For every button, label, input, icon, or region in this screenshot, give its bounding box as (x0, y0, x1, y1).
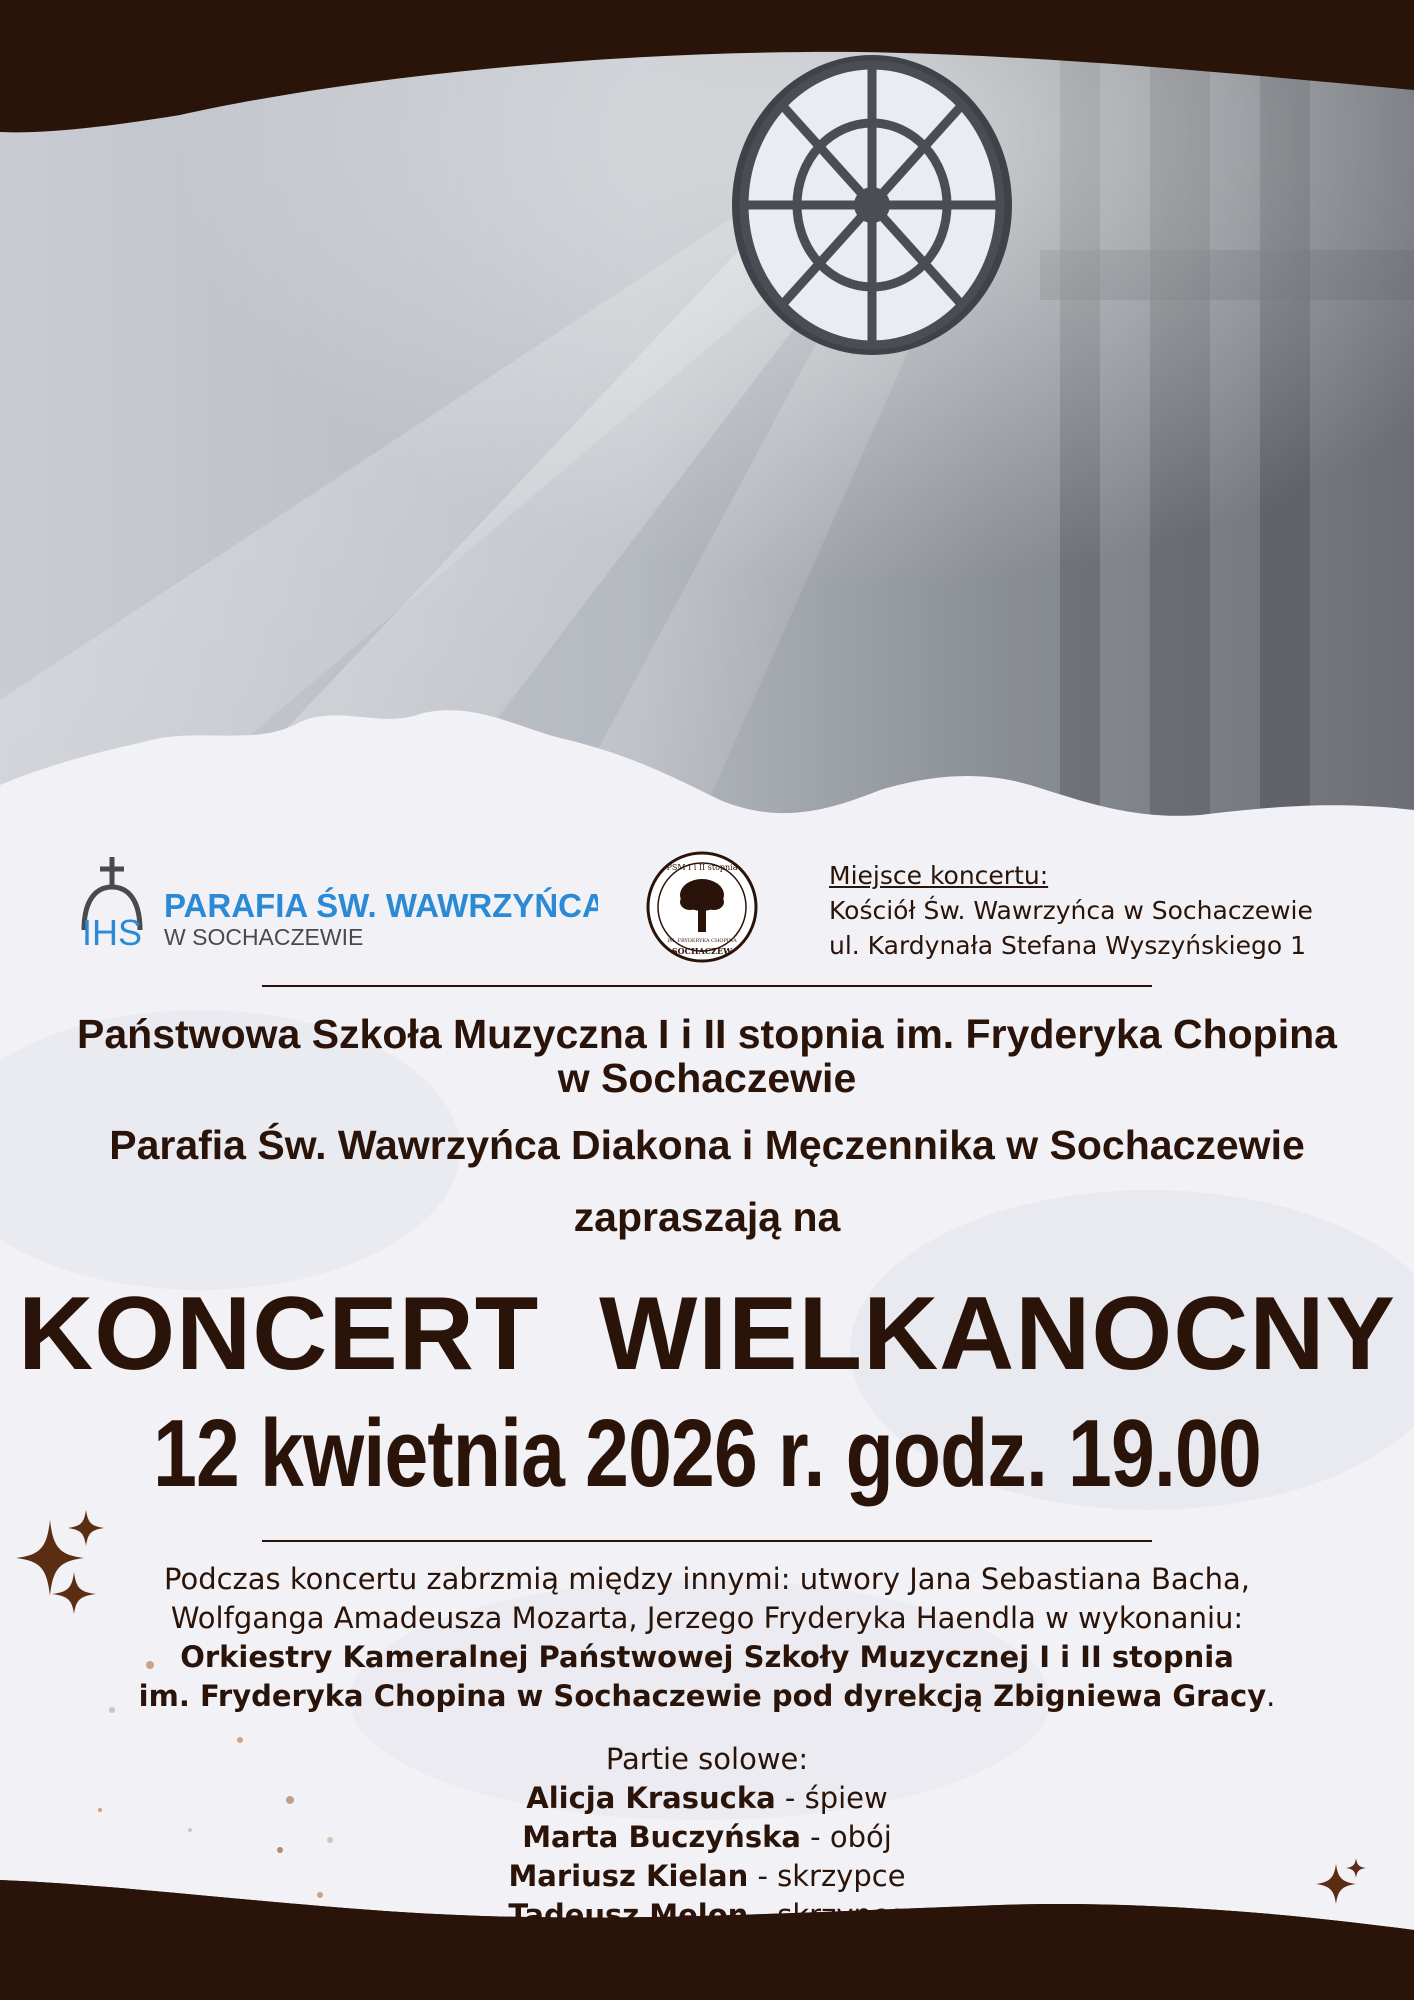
divider-bottom (262, 1540, 1152, 1542)
venue-info (829, 858, 1389, 963)
soloist-name: Marta Buczyńska (522, 1820, 801, 1854)
organizer-parish: Parafia Św. Wawrzyńca Diakona i Męczennika w Sochaczewie (109, 1122, 1305, 1168)
parish-logo (78, 855, 598, 955)
soloist-role: - skrzypce (748, 1859, 906, 1893)
event-datetime: 12 kwietnia 2026 r. godz. 19.00 (153, 1400, 1261, 1507)
soloist-row (0, 1779, 1414, 1818)
parish-monogram: IHS (82, 912, 143, 953)
soloist-name: Tadeusz Melon (508, 1898, 749, 1932)
school-seal (645, 850, 760, 965)
seal-bottom-text: SOCHACZEW (671, 946, 733, 956)
soloist-name: Alicja Krasucka (526, 1781, 776, 1815)
soloist-row (0, 1857, 1414, 1896)
description-line-2: Wolfganga Amadeusza Mozarta, Jerzego Fryderyka Haendla w wykonaniu: (170, 1601, 1244, 1635)
description-line-1: Podczas koncertu zabrzmią między innymi: utwory Jana Sebastiana Bacha, (164, 1562, 1250, 1596)
soloist-name: Mariusz Kielan (508, 1859, 749, 1893)
venue-line-1: Kościół Św. Wawrzyńca w Sochaczewie (829, 896, 1313, 925)
soloist-row (0, 1896, 1414, 1935)
soloists-heading: Partie solowe: (605, 1742, 809, 1776)
soloist-role: - skrzypce (748, 1898, 906, 1932)
parish-logo-name: PARAFIA ŚW. WAWRZYŃCA (164, 887, 598, 924)
soloist-role: - obój (800, 1820, 892, 1854)
description-orchestra-line-2: im. Fryderyka Chopina w Sochaczewie pod dyrekcją Zbigniewa Gracy (138, 1679, 1267, 1713)
venue-line-2: ul. Kardynała Stefana Wyszyńskiego 1 (829, 931, 1306, 960)
invite-text: zapraszają na (573, 1194, 841, 1240)
description-orchestra-line-1: Orkiestry Kameralnej Państwowej Szkoły Muzycznej I i II stopnia (180, 1640, 1234, 1674)
seal-middle-text: IM. FRYDERYKA CHOPINA (667, 938, 737, 944)
event-title: KONCERT WIELKANOCNY (18, 1276, 1396, 1392)
soloist-row (0, 1818, 1414, 1857)
seal-top-text: PSM I i II stopnia (666, 863, 738, 872)
parish-logo-location: W SOCHACZEWIE (164, 924, 364, 950)
soloist-role: - śpiew (775, 1781, 888, 1815)
divider-top (262, 985, 1152, 987)
description-orchestra-line-2-wrap (0, 1677, 1414, 1716)
organizer-school-line-1: Państwowa Szkoła Muzyczna I i II stopnia im. Fryderyka Chopina (77, 1011, 1337, 1057)
description-period: . (1266, 1679, 1276, 1713)
organizer-school-line-2: w Sochaczewie (557, 1055, 857, 1101)
venue-label: Miejsce koncertu: (829, 861, 1049, 890)
